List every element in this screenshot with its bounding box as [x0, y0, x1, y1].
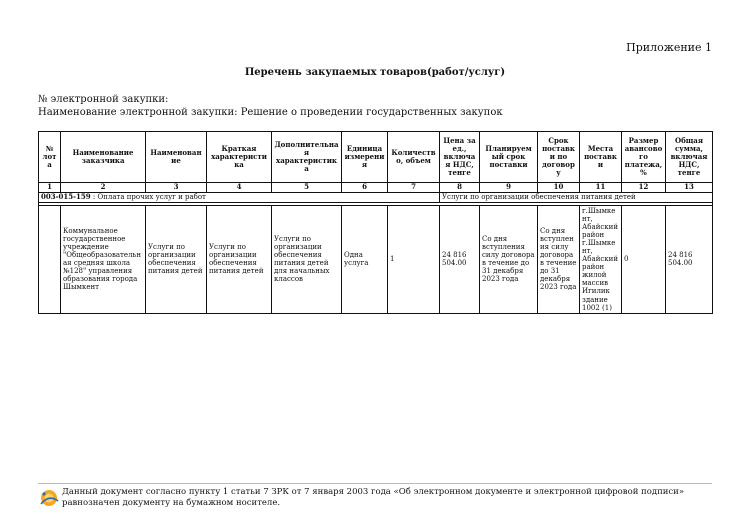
delivery-place-cell: г.Шымкент, Абайский район г.Шымкент, Абайский район жилой массив Игилик здание 1002 (1)	[580, 206, 622, 314]
column-number: 11	[580, 183, 622, 193]
group-name: : Оплата прочих услуг и работ	[90, 193, 206, 202]
footer-divider	[38, 483, 712, 484]
table-row	[39, 206, 713, 314]
planned-term-cell: Со дня вступления силу договора в течение до 31 декабря 2023 года	[480, 206, 538, 314]
goods-table	[38, 131, 713, 314]
column-number: 2	[61, 183, 146, 193]
customer-cell: Коммунальное государственное учреждение "Общеобразовательная средняя школа №128" управления образования города Шымкент	[61, 206, 146, 314]
header-cell: Наименование заказчика	[61, 132, 146, 183]
column-number: 10	[538, 183, 580, 193]
column-number: 5	[272, 183, 342, 193]
unit-cell: Одна услуга	[342, 206, 388, 314]
total-cell: 24 816 504.00	[666, 206, 713, 314]
header-cell: Размер авансового платежа, %	[622, 132, 666, 183]
column-number: 13	[666, 183, 713, 193]
quantity-cell: 1	[388, 206, 440, 314]
header-cell: Краткая характеристика	[207, 132, 272, 183]
header-cell: № лота	[39, 132, 61, 183]
egov-logo-icon	[38, 488, 60, 508]
appendix-label: Приложение 1	[626, 41, 712, 54]
document-title: Перечень закупаемых товаров(работ/услуг)	[244, 67, 506, 78]
header-cell: Наименование	[146, 132, 207, 183]
column-number: 8	[440, 183, 480, 193]
column-number: 12	[622, 183, 666, 193]
group-code: 003-015-159	[41, 192, 91, 202]
additional-characteristic-cell: Услуги по организации обеспечения питания детей для начальных классов	[272, 206, 342, 314]
procurement-number-label: № электронной закупки:	[38, 94, 169, 105]
group-code-cell	[39, 193, 440, 203]
header-cell: Цена за ед., включая НДС, тенге	[440, 132, 480, 183]
price-cell: 24 816 504.00	[440, 206, 480, 314]
header-cell: Места поставки	[580, 132, 622, 183]
header-cell: Дополнительная характеристика	[272, 132, 342, 183]
column-number: 6	[342, 183, 388, 193]
header-cell: Количество, объем	[388, 132, 440, 183]
table-header-row	[39, 132, 713, 183]
lot-cell	[39, 206, 61, 314]
column-number: 3	[146, 183, 207, 193]
footer-disclaimer: Данный документ согласно пункту 1 статьи 7 ЗРК от 7 января 2003 года «Об электронном документе и электронной цифровой подписи» равнозначен документу на бумажном носителе.	[62, 487, 685, 509]
group-row	[39, 193, 713, 203]
header-cell: Планируемый срок поставки	[480, 132, 538, 183]
column-number: 1	[39, 183, 61, 193]
header-cell: Единица измерения	[342, 132, 388, 183]
name-cell: Услуги по организации обеспечения питания детей	[146, 206, 207, 314]
header-cell: Общая сумма, включая НДС, тенге	[666, 132, 713, 183]
header-cell: Срок поставки по договору	[538, 132, 580, 183]
group-service: Услуги по организации обеспечения питания детей	[440, 193, 713, 203]
procurement-name-label: Наименование электронной закупки: Решение о проведении государственных закупок	[38, 107, 503, 118]
advance-cell: 0	[622, 206, 666, 314]
column-number: 9	[480, 183, 538, 193]
column-number: 7	[388, 183, 440, 193]
short-characteristic-cell: Услуги по организации обеспечения питания детей	[207, 206, 272, 314]
contract-term-cell: Со дня вступления силу договора в течение до 31 декабря 2023 года	[538, 206, 580, 314]
column-number: 4	[207, 183, 272, 193]
column-number-row	[39, 183, 713, 193]
